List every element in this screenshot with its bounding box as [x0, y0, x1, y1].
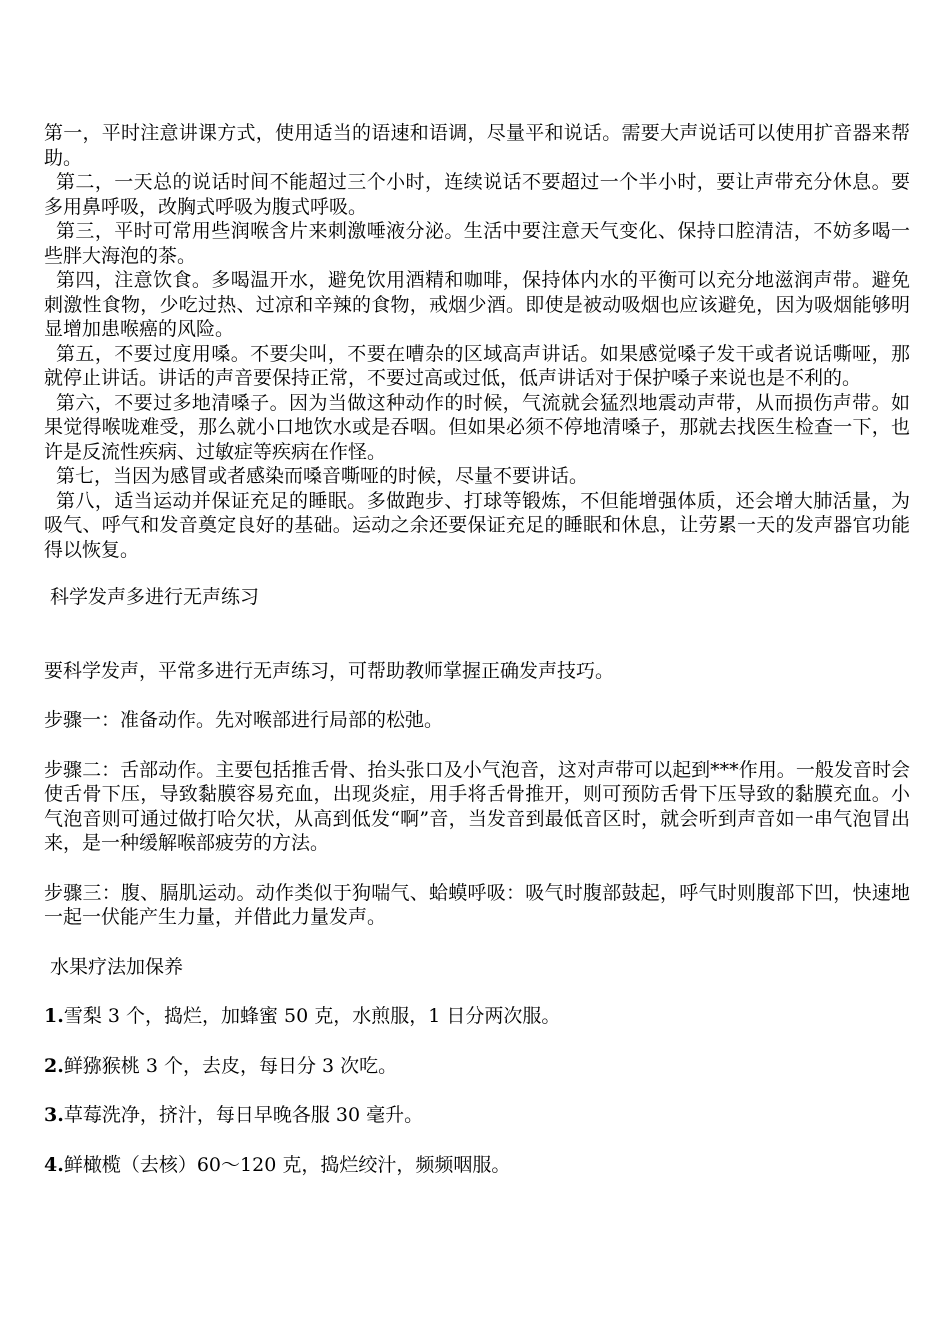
- remedy-item-1: [44, 1004, 910, 1029]
- tip-paragraph-1: 第一，平时注意讲课方式，使用适当的语速和语调，尽量平和说话。需要大声说话可以使用扩音器来帮助。: [44, 122, 910, 169]
- practice-step-1: 步骤一：准备动作。先对喉部进行局部的松弛。: [44, 709, 444, 731]
- tip-paragraph-5: 第五，不要过度用嗓。不要尖叫，不要在嘈杂的区域高声讲话。如果感觉嗓子发干或者说话嘶哑，那就停止讲话。讲话的声音要保持正常，不要过高或过低，低声讲话对于保护嗓子来说也是不利的。: [44, 342, 910, 389]
- remedy-number: 1.: [44, 1005, 64, 1027]
- tip-paragraph-4: 第四，注意饮食。多喝温开水，避免饮用酒精和咖啡，保持体内水的平衡可以充分地滋润声带。避免刺激性食物，少吃过热、过凉和辛辣的食物，戒烟少酒。即使是被动吸烟也应该避免，因为吸烟能够明显增加患喉癌的风险。: [44, 269, 910, 340]
- remedy-number: 4.: [44, 1153, 64, 1176]
- tip-paragraph-3: 第三，平时可常用些润喉含片来刺激唾液分泌。生活中要注意天气变化、保持口腔清洁，不妨多喝一些胖大海泡的茶。: [44, 220, 910, 267]
- remedy-item-3: [44, 1103, 910, 1128]
- practice-step-3: 步骤三：腹、膈肌运动。动作类似于狗喘气、蛤蟆呼吸：吸气时腹部鼓起，呼气时则腹部下凹，快速地一起一伏能产生力量，并借此力量发声。: [44, 881, 910, 928]
- practice-intro: 要科学发声，平常多进行无声练习，可帮助教师掌握正确发声技巧。: [44, 659, 615, 682]
- practice-step-2: 步骤二：舌部动作。主要包括推舌骨、抬头张口及小气泡音，这对声带可以起到***作用。一般发音时会使舌骨下压，导致黏膜容易充血，出现炎症，用手将舌骨推开，则可预防舌骨下压导致的黏膜充血。小气泡音则可通过做打哈欠状，从高到低发“啊”音，当发音到最低音区时，就会听到声音如一串气泡冒出来，是一种缓解喉部疲劳的方法。: [44, 758, 910, 854]
- document-body: [44, 121, 910, 1177]
- remedy-text: 草莓洗净，挤汁，每日早晚各服 30 毫升。: [63, 1104, 424, 1126]
- remedy-number: 2.: [44, 1054, 64, 1077]
- remedy-text: 鲜橄榄（去核）60～120 克，捣烂绞汁，频频咽服。: [63, 1153, 511, 1176]
- remedy-item-2: [44, 1054, 910, 1079]
- section-heading-practice: 科学发声多进行无声练习: [50, 586, 260, 608]
- remedy-text: 雪梨 3 个，捣烂，加蜂蜜 50 克，水煎服，1 日分两次服。: [63, 1005, 561, 1027]
- tip-paragraph-7: 第七，当因为感冒或者感染而嗓音嘶哑的时候，尽量不要讲话。: [56, 465, 589, 487]
- tip-paragraph-2: 第二，一天总的说话时间不能超过三个小时，连续说话不要超过一个半小时，要让声带充分休息。要多用鼻呼吸，改胸式呼吸为腹式呼吸。: [44, 171, 910, 218]
- remedy-item-4: [44, 1153, 910, 1178]
- tip-paragraph-8: 第八，适当运动并保证充足的睡眠。多做跑步、打球等锻炼，不但能增强体质，还会增大肺活量，为吸气、呼气和发音奠定良好的基础。运动之余还要保证充足的睡眠和休息，让劳累一天的发声器官功能得以恢复。: [44, 489, 910, 561]
- tip-paragraph-6: 第六，不要过多地清嗓子。因为当做这种动作的时候，气流就会猛烈地震动声带，从而损伤声带。如果觉得喉咙难受，那么就小口地饮水或是吞咽。但如果必须不停地清嗓子，那就去找医生检查一下，也许是反流性疾病、过敏症等疾病在作怪。: [44, 391, 910, 463]
- section-heading-fruit: 水果疗法加保养: [50, 955, 184, 978]
- remedy-text: 鲜猕猴桃 3 个，去皮，每日分 3 次吃。: [63, 1054, 398, 1077]
- remedy-number: 3.: [44, 1104, 64, 1126]
